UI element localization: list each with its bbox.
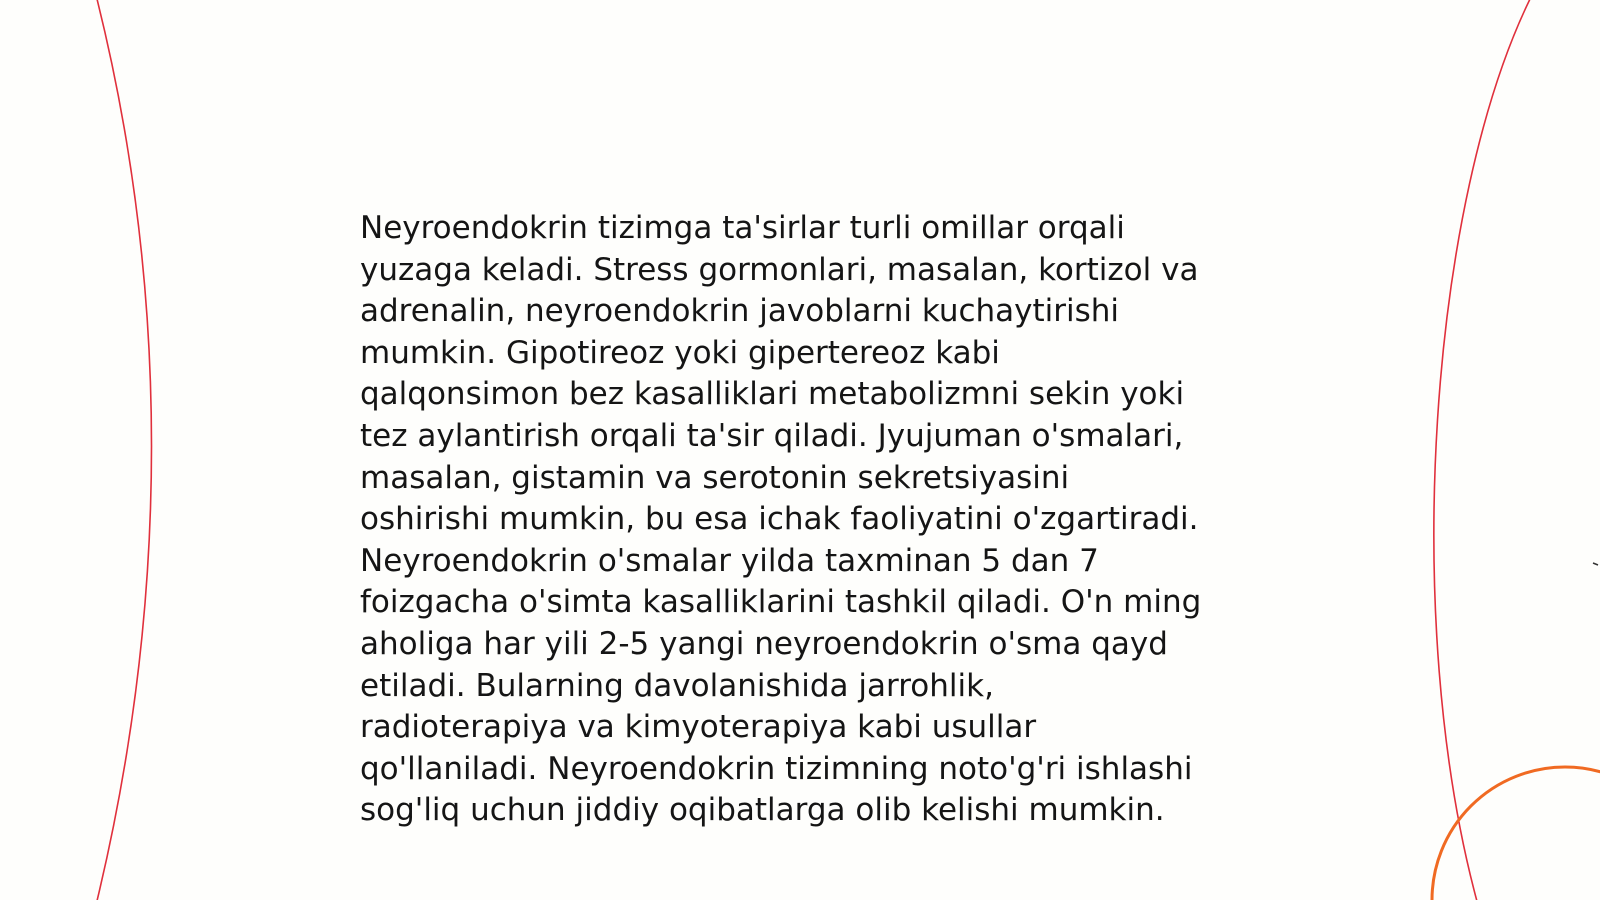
- body-line: oshirishi mumkin, bu esa ichak faoliyatini o'zgartiradi.: [360, 501, 1199, 538]
- body-paragraph: [360, 208, 1250, 832]
- body-line: Neyroendokrin tizimga ta'sirlar turli omillar orqali: [360, 210, 1125, 246]
- body-line: masalan, gistamin va serotonin sekretsiyasini: [360, 459, 1070, 496]
- orange-circle-outline: [1432, 767, 1600, 900]
- body-line: yuzaga keladi. Stress gormonlari, masalan, kortizol va: [360, 251, 1199, 288]
- left-red-curve: [96, 0, 152, 900]
- right-red-curve: [1434, 0, 1532, 900]
- body-line: mumkin. Gipotireoz yoki gipertereoz kabi: [360, 334, 1000, 371]
- body-line: foizgacha o'simta kasalliklarini tashkil qiladi. O'n ming: [360, 584, 1202, 621]
- small-dark-mark: [1593, 563, 1598, 565]
- body-line: sog'liq uchun jiddiy oqibatlarga olib kelishi mumkin.: [360, 792, 1165, 829]
- body-line: qalqonsimon bez kasalliklari metabolizmni sekin yoki: [360, 376, 1185, 413]
- body-line: etiladi. Bularning davolanishida jarrohlik,: [360, 667, 994, 704]
- body-line: tez aylantirish orqali ta'sir qiladi. Jyujuman o'smalari,: [360, 417, 1184, 454]
- body-line: qo'llaniladi. Neyroendokrin tizimning noto'g'ri ishlashi: [360, 750, 1193, 787]
- body-line: aholiga har yili 2-5 yangi neyroendokrin o'sma qayd: [360, 625, 1168, 662]
- body-line: adrenalin, neyroendokrin javoblarni kuchaytirishi: [360, 293, 1120, 330]
- body-line: Neyroendokrin o'smalar yilda taxminan 5 dan 7: [360, 542, 1099, 579]
- body-line: radioterapiya va kimyoterapiya kabi usullar: [360, 709, 1037, 746]
